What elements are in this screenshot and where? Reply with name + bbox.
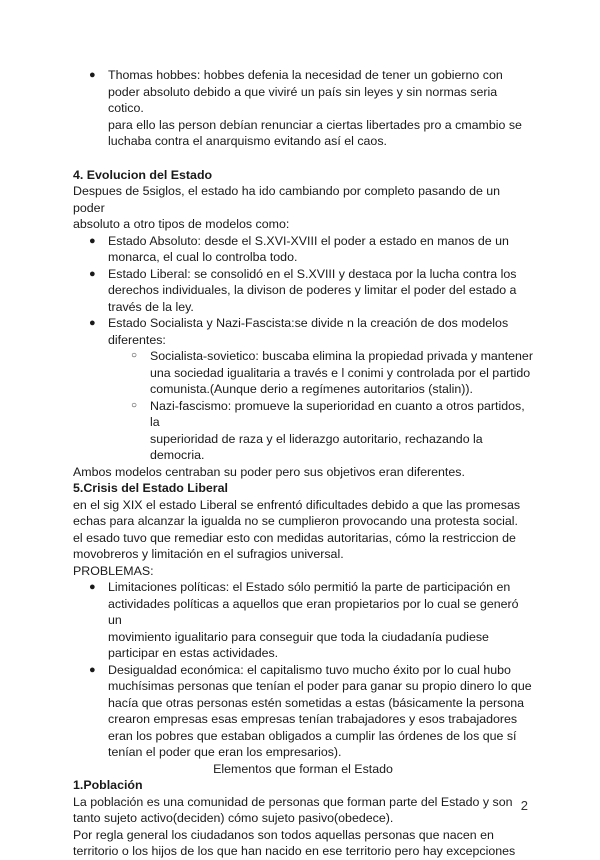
- text-line: luchaba contra el anarquismo evitando así el caos.: [108, 134, 387, 148]
- text-line: para ello las person debían renunciar a ciertas libertades pro a cmambio se: [108, 117, 522, 132]
- bullet-icon: ●: [89, 267, 96, 280]
- text-line: Estado Absoluto: desde el S.XVI-XVIII el poder a estado en manos de un: [108, 233, 509, 248]
- hollow-bullet-icon: ○: [131, 399, 138, 411]
- elements-title: Elementos que forman el Estado: [213, 761, 393, 776]
- text-line: crearon empresas esas empresas tenían trabajadores y esos trabajadores: [108, 712, 518, 726]
- text-line: Estado Liberal: se consolidó en el S.XVIII y destaca por la lucha contra los: [108, 266, 517, 281]
- bullet-icon: ●: [89, 69, 96, 81]
- bullet-icon: ●: [89, 234, 96, 247]
- text-line: en el sig XIX el estado Liberal se enfrentó dificultades debido a que las promesas: [73, 497, 521, 512]
- text-line: Estado Socialista y Nazi-Fascista:se divide n la creación de dos modelos: [108, 316, 509, 330]
- text-line: través de la ley.: [108, 299, 194, 314]
- list-item: [73, 233, 533, 266]
- section4-heading: 4. Evolucion del Estado: [73, 167, 213, 182]
- list-item: [73, 67, 533, 150]
- text-line: Limitaciones políticas: el Estado sólo permitió la parte de participación en: [108, 580, 511, 594]
- list-item: [73, 579, 533, 662]
- text-line: participar en estas actividades.: [108, 646, 279, 660]
- sub-list-item: [73, 348, 533, 398]
- section5-heading: 5.Crisis del Estado Liberal: [73, 481, 228, 495]
- text-line: territorio o los hijos de los que han nacido en ese territorio pero hay excepciones: [73, 844, 516, 858]
- text-line: Thomas hobbes: hobbes defenia la necesidad de tener un gobierno con: [108, 68, 503, 82]
- text-line: el esado tuvo que remediar esto con medidas autoritarias, cómo la restriccion de: [73, 530, 516, 545]
- list-item: [73, 266, 533, 316]
- intro-list: [73, 67, 533, 150]
- section4-sublist: [73, 348, 533, 464]
- text-line: muchísimas personas que tenían el poder para ganar su propio dinero lo que: [108, 679, 532, 693]
- text-line: movimiento igualitario para conseguir que toda la ciudadanía pudiese: [108, 629, 489, 644]
- text-line: diferentes:: [108, 332, 166, 347]
- list-item: [73, 315, 533, 348]
- bullet-icon: ●: [89, 663, 96, 676]
- page-number: 2: [520, 798, 528, 813]
- text-line: eran los pobres que estaban obligados a cumplir las órdenes de los que sí: [108, 728, 517, 743]
- sub-list-item: [73, 398, 533, 464]
- list-item: [73, 662, 533, 761]
- text-line: superioridad de raza y el liderazgo autoritario, rechazando la democria.: [150, 431, 483, 462]
- document-body: [73, 67, 533, 860]
- text-line: Ambos modelos centraban su poder pero sus objetivos eran diferentes.: [73, 464, 465, 479]
- hollow-bullet-icon: ○: [131, 350, 138, 361]
- text-line: La población es una comunidad de personas que forman parte del Estado y son: [73, 794, 513, 809]
- text-line: hacía que otras personas estén sometidas a estas (básicamente la persona: [108, 695, 525, 710]
- bullet-icon: ●: [89, 581, 96, 593]
- section1-heading: 1.Población: [73, 778, 143, 792]
- text-line: movobreros y limitación en el sufragios universal.: [73, 547, 344, 561]
- text-line: tenían el poder que eran los empresarios).: [108, 745, 342, 759]
- text-line: derechos individuales, la divison de poderes y limitar el poder del estado a: [108, 283, 517, 297]
- text-line: tanto sujeto activo(deciden) cómo sujeto pasivo(obedece).: [73, 811, 394, 825]
- text-line: echas para alcanzar la igualda no se cumplieron provocando una protesta social.: [73, 514, 518, 528]
- text-line: Nazi-fascismo: promueve la superioridad en cuanto a otros partidos, la: [150, 398, 525, 429]
- section4-list: [73, 233, 533, 349]
- text-line: absoluto a otro tipos de modelos como:: [73, 217, 290, 231]
- text-line: Despues de 5siglos, el estado ha ido cambiando por completo pasando de un poder: [73, 184, 501, 215]
- bullet-icon: ●: [89, 317, 96, 329]
- section5-list: [73, 579, 533, 761]
- text-line: monarca, el cual lo controlba todo.: [108, 250, 298, 264]
- text-line: una sociedad igualitaria a través e l conimi y controlada por el partido: [150, 365, 531, 380]
- problems-label: PROBLEMAS:: [73, 563, 154, 578]
- text-line: Socialista-sovietico: buscaba elimina la propiedad privada y mantener: [150, 349, 533, 363]
- text-line: Por regla general los ciudadanos son todos aquellas personas que nacen en: [73, 827, 494, 842]
- text-line: actividades políticas a aquellos que eran propietarios por lo cual se generó un: [108, 596, 519, 627]
- text-line: comunista.(Aunque derio a regímenes autoritarios (stalin)).: [150, 382, 473, 396]
- text-line: Desigualdad económica: el capitalismo tuvo mucho éxito por lo cual hubo: [108, 662, 511, 677]
- text-line: poder absoluto debido a que viviré un país sin leyes y sin normas seria cotico.: [108, 84, 498, 115]
